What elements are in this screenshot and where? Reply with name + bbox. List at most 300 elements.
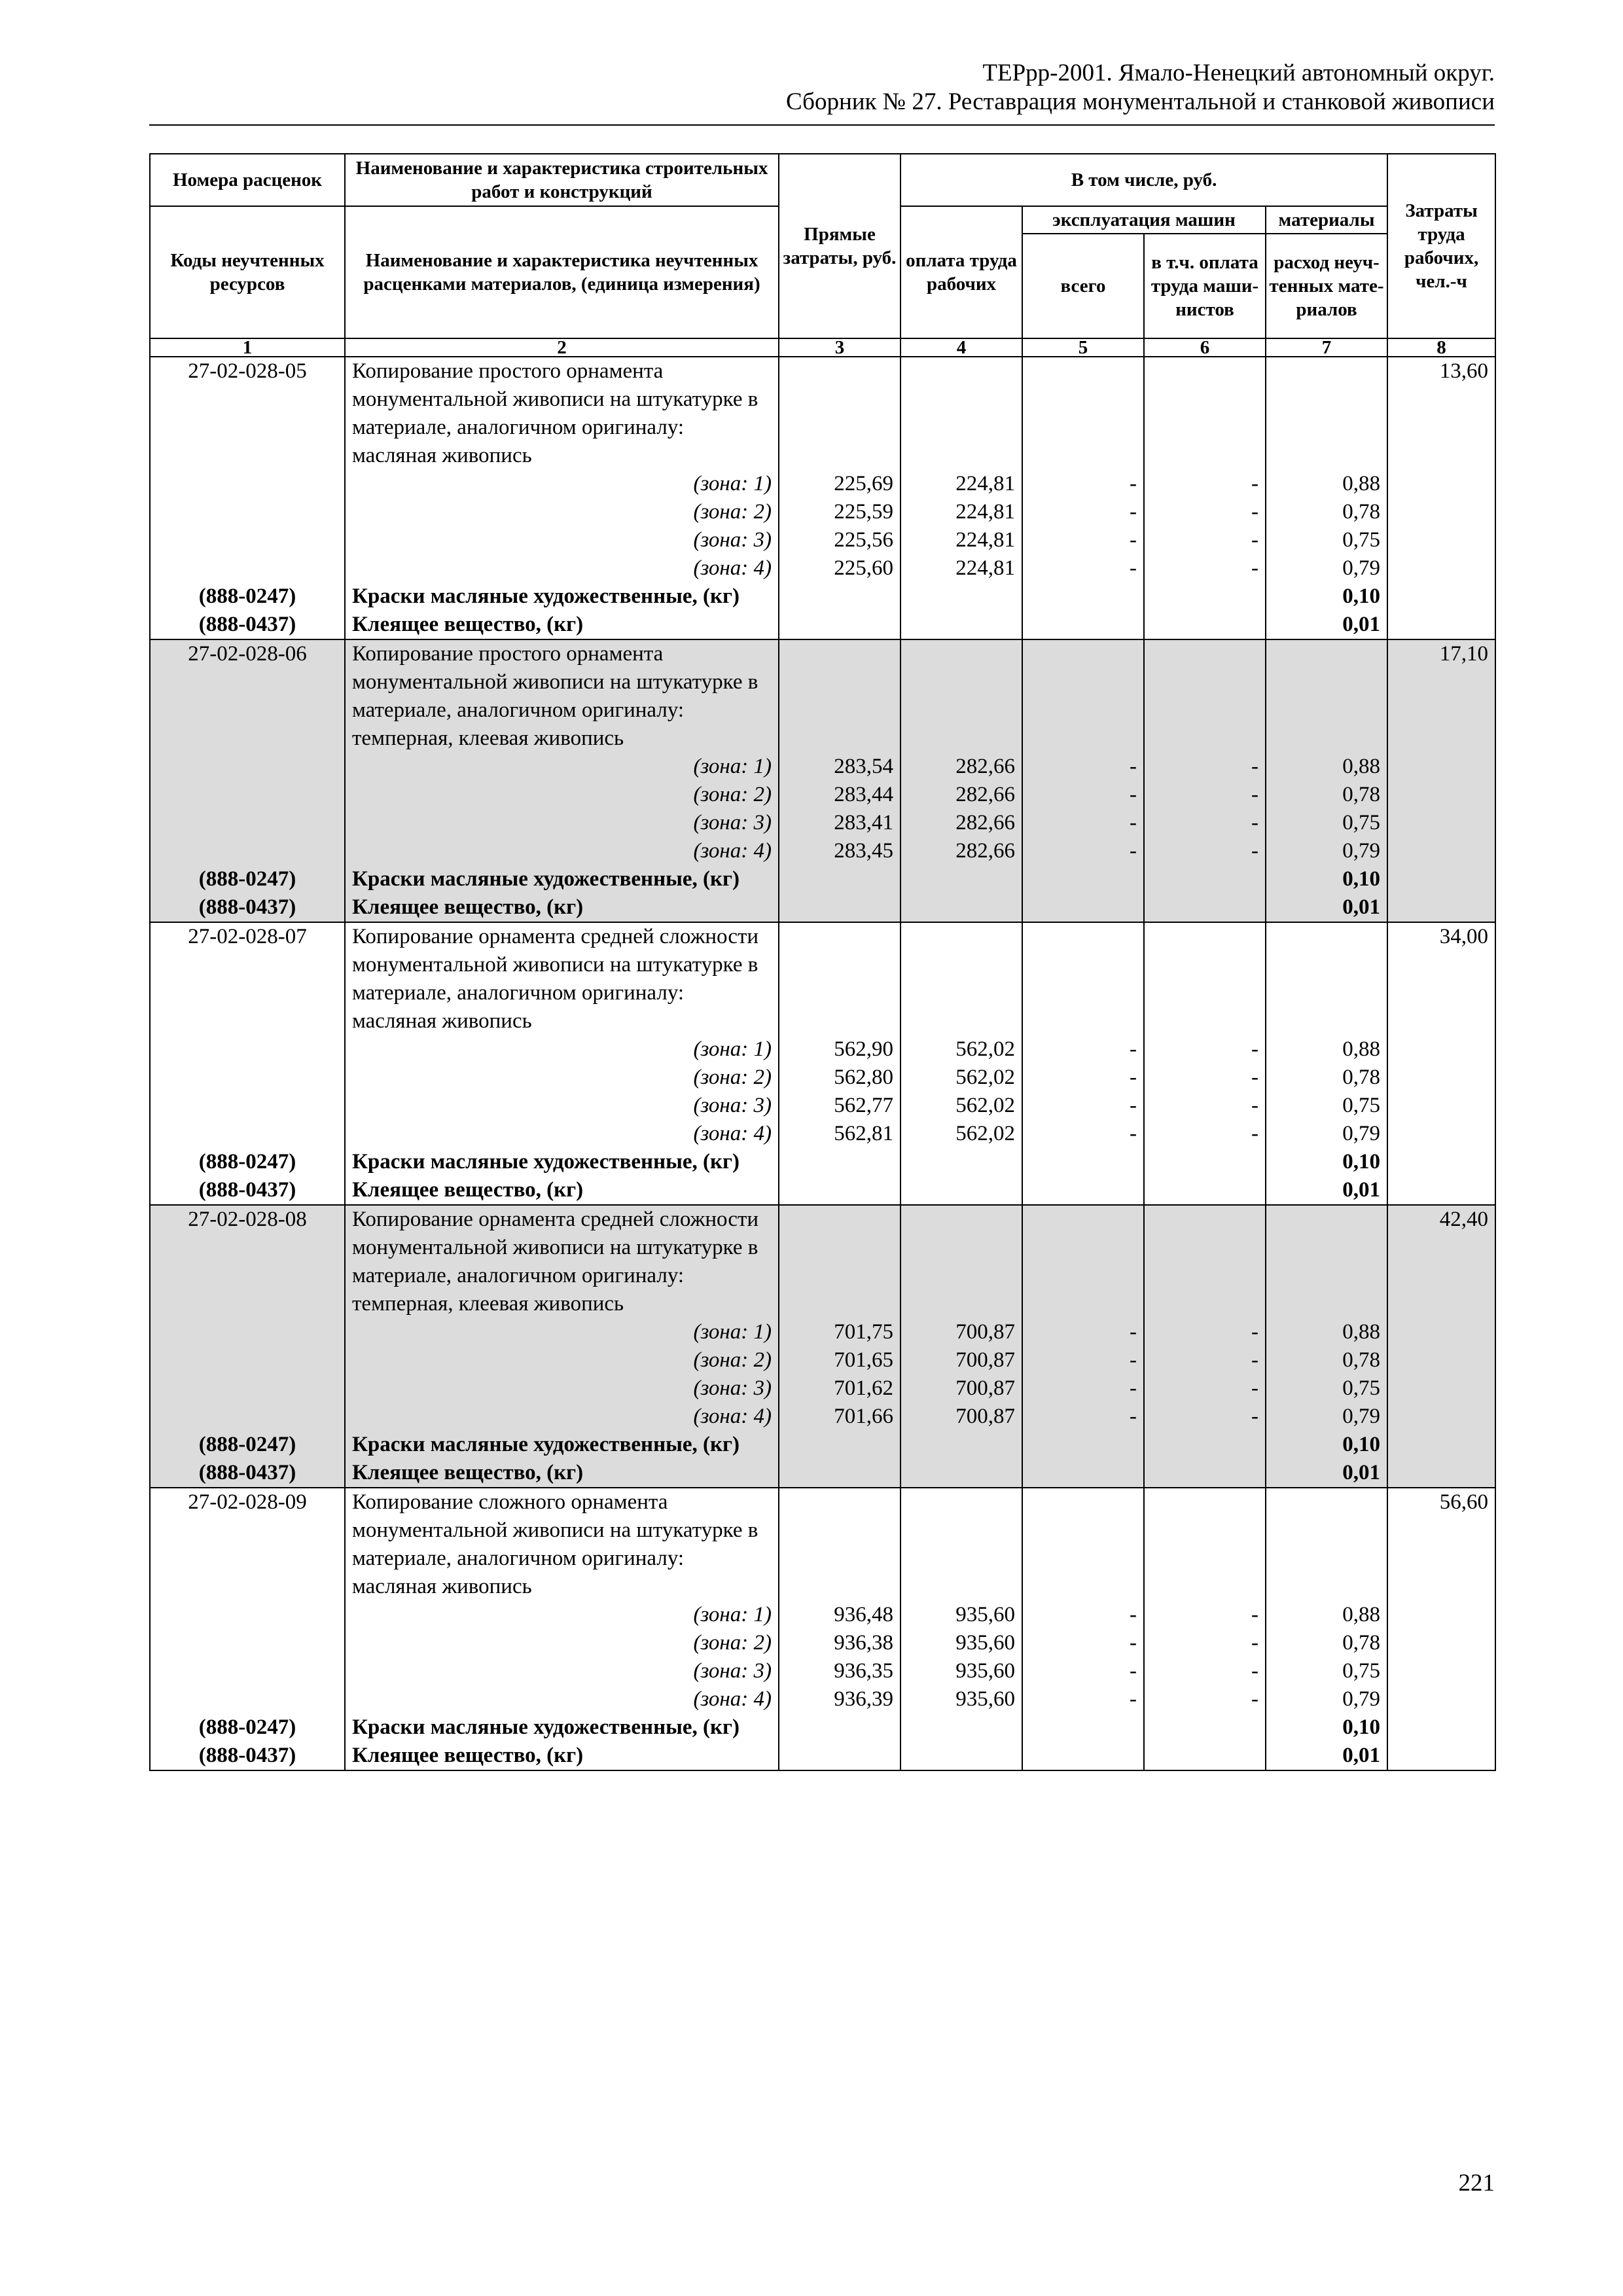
workers-pay: 282,66 [901, 753, 1022, 781]
machine-total: - [1022, 1403, 1144, 1431]
empty-cell [901, 922, 1022, 1035]
machinists-pay: - [1144, 1035, 1266, 1064]
zone-row [150, 1629, 1495, 1657]
empty-cell [779, 639, 901, 753]
machinists-pay: - [1144, 809, 1266, 837]
machine-total: - [1022, 1092, 1144, 1120]
empty-cell [779, 1148, 901, 1176]
rate-row [150, 639, 1495, 753]
empty-cell [1387, 1403, 1495, 1431]
machine-total: - [1022, 1318, 1144, 1346]
workers-pay: 700,87 [901, 1346, 1022, 1374]
empty-cell [150, 1374, 345, 1403]
resource-row [150, 865, 1495, 893]
empty-cell [150, 837, 345, 865]
empty-cell [1387, 809, 1495, 837]
zone-label: (зона: 1) [345, 1601, 779, 1629]
resource-name: Краски масляные художественные, (кг) [345, 1431, 779, 1459]
table-header [150, 154, 1495, 357]
zone-row [150, 1346, 1495, 1374]
resource-code: (888-0437) [150, 1176, 345, 1205]
resource-code: (888-0247) [150, 1431, 345, 1459]
empty-cell [779, 357, 901, 470]
empty-cell [150, 753, 345, 781]
rate-row [150, 1488, 1495, 1601]
resource-name: Клеящее вещество, (кг) [345, 1459, 779, 1488]
rate-code: 27-02-028-05 [150, 357, 345, 470]
machinists-pay: - [1144, 837, 1266, 865]
machine-total: - [1022, 1374, 1144, 1403]
direct-costs: 562,80 [779, 1064, 901, 1092]
running-header [149, 59, 1495, 117]
direct-costs: 225,60 [779, 554, 901, 583]
empty-cell [1022, 1488, 1144, 1601]
resource-name: Клеящее вещество, (кг) [345, 611, 779, 639]
direct-costs: 562,90 [779, 1035, 901, 1064]
zone-label: (зона: 3) [345, 809, 779, 837]
direct-costs: 936,38 [779, 1629, 901, 1657]
empty-cell [1144, 865, 1266, 893]
empty-cell [150, 470, 345, 498]
direct-costs: 701,66 [779, 1403, 901, 1431]
rate-description: Копирование простого орнамента монументальной живописи на штукатурке в материале, аналогичном оригиналу: темперная, клеевая живопись [345, 639, 779, 753]
machine-total: - [1022, 809, 1144, 837]
empty-cell [1387, 583, 1495, 611]
workers-pay: 562,02 [901, 1092, 1022, 1120]
empty-cell [901, 1431, 1022, 1459]
machinists-pay: - [1144, 1346, 1266, 1374]
zone-label: (зона: 3) [345, 1657, 779, 1685]
rate-description: Копирование сложного орнамента монументальной живописи на штукатурке в материале, аналогичном оригиналу: масляная живопись [345, 1488, 779, 1601]
zone-label: (зона: 4) [345, 1120, 779, 1148]
zone-row [150, 470, 1495, 498]
machine-total: - [1022, 1064, 1144, 1092]
machine-total: - [1022, 1685, 1144, 1713]
empty-cell [1387, 554, 1495, 583]
machinists-pay: - [1144, 526, 1266, 554]
workers-pay: 282,66 [901, 837, 1022, 865]
empty-cell [1022, 1459, 1144, 1488]
rate-code: 27-02-028-08 [150, 1205, 345, 1318]
resource-code: (888-0437) [150, 1459, 345, 1488]
empty-cell [1022, 1148, 1144, 1176]
materials-cost: 0,78 [1266, 1064, 1387, 1092]
zone-label: (зона: 3) [345, 526, 779, 554]
direct-costs: 936,35 [779, 1657, 901, 1685]
empty-cell [1144, 1148, 1266, 1176]
rate-row [150, 922, 1495, 1035]
workers-pay: 224,81 [901, 554, 1022, 583]
workers-pay: 282,66 [901, 781, 1022, 809]
empty-cell [150, 526, 345, 554]
resource-consumption: 0,01 [1266, 1176, 1387, 1205]
empty-cell [1144, 1459, 1266, 1488]
zone-label: (зона: 1) [345, 753, 779, 781]
zone-row [150, 498, 1495, 526]
resource-row [150, 1431, 1495, 1459]
empty-cell [779, 1431, 901, 1459]
direct-costs: 562,77 [779, 1092, 901, 1120]
resource-code: (888-0247) [150, 1713, 345, 1742]
empty-cell [1022, 1176, 1144, 1205]
machinists-pay: - [1144, 554, 1266, 583]
resource-name: Клеящее вещество, (кг) [345, 1176, 779, 1205]
rate-row [150, 357, 1495, 470]
empty-cell [1387, 1176, 1495, 1205]
direct-costs: 562,81 [779, 1120, 901, 1148]
zone-label: (зона: 2) [345, 1629, 779, 1657]
machine-total: - [1022, 1657, 1144, 1685]
materials-cost: 0,75 [1266, 809, 1387, 837]
column-number: 4 [901, 338, 1022, 357]
header-materials: материалы [1266, 206, 1387, 234]
empty-cell [901, 1459, 1022, 1488]
header-machinists-pay: в т.ч. оплата труда маши-нистов [1144, 234, 1266, 338]
empty-cell [1387, 781, 1495, 809]
empty-cell [1387, 1092, 1495, 1120]
empty-cell [779, 1205, 901, 1318]
empty-cell [1022, 1205, 1144, 1318]
workers-pay: 935,60 [901, 1657, 1022, 1685]
workers-pay: 224,81 [901, 526, 1022, 554]
workers-pay: 935,60 [901, 1601, 1022, 1629]
resource-consumption: 0,10 [1266, 865, 1387, 893]
machinists-pay: - [1144, 1629, 1266, 1657]
rates-table [149, 153, 1496, 1771]
empty-cell [901, 357, 1022, 470]
empty-cell [1387, 1374, 1495, 1403]
materials-cost: 0,79 [1266, 1403, 1387, 1431]
resource-consumption: 0,01 [1266, 611, 1387, 639]
empty-cell [150, 1685, 345, 1713]
empty-cell [150, 781, 345, 809]
empty-cell [150, 1629, 345, 1657]
empty-cell [901, 583, 1022, 611]
zone-label: (зона: 1) [345, 470, 779, 498]
direct-costs: 283,54 [779, 753, 901, 781]
materials-cost: 0,75 [1266, 1092, 1387, 1120]
empty-cell [1387, 753, 1495, 781]
empty-cell [1387, 1064, 1495, 1092]
resource-name: Краски масляные художественные, (кг) [345, 583, 779, 611]
zone-row [150, 809, 1495, 837]
machine-total: - [1022, 1346, 1144, 1374]
header-workers-pay: оплата труда рабочих [901, 206, 1022, 338]
zone-label: (зона: 2) [345, 781, 779, 809]
empty-cell [779, 583, 901, 611]
resource-code: (888-0247) [150, 1148, 345, 1176]
empty-cell [901, 639, 1022, 753]
empty-cell [901, 1205, 1022, 1318]
materials-cost: 0,88 [1266, 1318, 1387, 1346]
zone-row [150, 1035, 1495, 1064]
empty-cell [1022, 1742, 1144, 1770]
empty-cell [1387, 893, 1495, 922]
resource-row [150, 893, 1495, 922]
empty-cell [1266, 639, 1387, 753]
materials-cost: 0,75 [1266, 1374, 1387, 1403]
materials-cost: 0,78 [1266, 1346, 1387, 1374]
materials-cost: 0,88 [1266, 1601, 1387, 1629]
machinists-pay: - [1144, 1064, 1266, 1092]
zone-label: (зона: 1) [345, 1035, 779, 1064]
empty-cell [150, 1064, 345, 1092]
direct-costs: 225,59 [779, 498, 901, 526]
workers-pay: 935,60 [901, 1629, 1022, 1657]
labor-cost: 17,10 [1387, 639, 1495, 753]
empty-cell [779, 1176, 901, 1205]
empty-cell [1387, 865, 1495, 893]
machinists-pay: - [1144, 1120, 1266, 1148]
zone-row [150, 753, 1495, 781]
resource-row [150, 1742, 1495, 1770]
empty-cell [1387, 1346, 1495, 1374]
column-number: 5 [1022, 338, 1144, 357]
resource-code: (888-0437) [150, 611, 345, 639]
column-number: 3 [779, 338, 901, 357]
empty-cell [1022, 922, 1144, 1035]
empty-cell [1266, 357, 1387, 470]
machinists-pay: - [1144, 781, 1266, 809]
header-subtitle: Сборник № 27. Реставрация монументальной и станковой живописи [785, 88, 1495, 115]
empty-cell [779, 893, 901, 922]
empty-cell [1022, 1713, 1144, 1742]
direct-costs: 225,69 [779, 470, 901, 498]
column-number: 1 [150, 338, 345, 357]
resource-row [150, 1176, 1495, 1205]
header-works-name: Наименование и характеристика строительных работ и конструкций [345, 154, 779, 206]
machinists-pay: - [1144, 1318, 1266, 1346]
empty-cell [150, 1657, 345, 1685]
zone-label: (зона: 2) [345, 1064, 779, 1092]
resource-name: Краски масляные художественные, (кг) [345, 1713, 779, 1742]
empty-cell [779, 1459, 901, 1488]
empty-cell [1144, 1713, 1266, 1742]
machinists-pay: - [1144, 498, 1266, 526]
empty-cell [901, 865, 1022, 893]
direct-costs: 936,39 [779, 1685, 901, 1713]
resource-row [150, 583, 1495, 611]
empty-cell [1387, 1120, 1495, 1148]
workers-pay: 224,81 [901, 470, 1022, 498]
workers-pay: 935,60 [901, 1685, 1022, 1713]
direct-costs: 283,44 [779, 781, 901, 809]
zone-label: (зона: 4) [345, 1685, 779, 1713]
empty-cell [1144, 1176, 1266, 1205]
header-labor-costs: Затраты труда рабочих, чел.-ч [1387, 154, 1495, 338]
column-numbers-row [150, 338, 1495, 357]
empty-cell [901, 1148, 1022, 1176]
column-number: 7 [1266, 338, 1387, 357]
workers-pay: 700,87 [901, 1318, 1022, 1346]
machine-total: - [1022, 837, 1144, 865]
materials-cost: 0,79 [1266, 837, 1387, 865]
empty-cell [1387, 526, 1495, 554]
empty-cell [150, 554, 345, 583]
zone-row [150, 1092, 1495, 1120]
direct-costs: 225,56 [779, 526, 901, 554]
machinists-pay: - [1144, 1685, 1266, 1713]
header-machine-operation: эксплуатация машин [1022, 206, 1266, 234]
materials-cost: 0,79 [1266, 1120, 1387, 1148]
rate-description: Копирование орнамента средней сложности монументальной живописи на штукатурке в материале, аналогичном оригиналу: масляная живопись [345, 922, 779, 1035]
empty-cell [1387, 1657, 1495, 1685]
empty-cell [1022, 357, 1144, 470]
empty-cell [1144, 893, 1266, 922]
empty-cell [1266, 922, 1387, 1035]
zone-label: (зона: 2) [345, 1346, 779, 1374]
materials-cost: 0,75 [1266, 1657, 1387, 1685]
machinists-pay: - [1144, 1601, 1266, 1629]
empty-cell [779, 1742, 901, 1770]
machinists-pay: - [1144, 1657, 1266, 1685]
header-total: всего [1022, 234, 1144, 338]
resource-row [150, 1459, 1495, 1488]
zone-label: (зона: 3) [345, 1374, 779, 1403]
machine-total: - [1022, 1035, 1144, 1064]
empty-cell [150, 1120, 345, 1148]
resource-consumption: 0,01 [1266, 893, 1387, 922]
empty-cell [1387, 1713, 1495, 1742]
empty-cell [1266, 1205, 1387, 1318]
workers-pay: 700,87 [901, 1403, 1022, 1431]
resource-name: Клеящее вещество, (кг) [345, 1742, 779, 1770]
empty-cell [1387, 1148, 1495, 1176]
zone-row [150, 1403, 1495, 1431]
empty-cell [150, 1346, 345, 1374]
empty-cell [1144, 922, 1266, 1035]
empty-cell [150, 1035, 345, 1064]
zone-row [150, 1318, 1495, 1346]
resource-row [150, 611, 1495, 639]
header-unaccounted-materials: расход неуч-тенных мате-риалов [1266, 234, 1387, 338]
direct-costs: 283,45 [779, 837, 901, 865]
resource-code: (888-0247) [150, 583, 345, 611]
empty-cell [901, 893, 1022, 922]
machinists-pay: - [1144, 1374, 1266, 1403]
header-rule [149, 124, 1495, 126]
empty-cell [1387, 611, 1495, 639]
column-number: 6 [1144, 338, 1266, 357]
resource-consumption: 0,01 [1266, 1459, 1387, 1488]
empty-cell [1387, 1601, 1495, 1629]
resource-name: Клеящее вещество, (кг) [345, 893, 779, 922]
empty-cell [150, 1318, 345, 1346]
zone-label: (зона: 4) [345, 1403, 779, 1431]
page-number: 221 [1458, 2170, 1495, 2197]
resource-name: Краски масляные художественные, (кг) [345, 865, 779, 893]
empty-cell [1022, 1431, 1144, 1459]
empty-cell [1022, 583, 1144, 611]
machinists-pay: - [1144, 753, 1266, 781]
rate-row [150, 1205, 1495, 1318]
empty-cell [1144, 583, 1266, 611]
column-number: 2 [345, 338, 779, 357]
workers-pay: 700,87 [901, 1374, 1022, 1403]
machine-total: - [1022, 470, 1144, 498]
zone-row [150, 1120, 1495, 1148]
empty-cell [901, 611, 1022, 639]
zone-row [150, 781, 1495, 809]
machine-total: - [1022, 554, 1144, 583]
zone-label: (зона: 1) [345, 1318, 779, 1346]
empty-cell [1387, 1685, 1495, 1713]
rate-code: 27-02-028-09 [150, 1488, 345, 1601]
materials-cost: 0,79 [1266, 554, 1387, 583]
empty-cell [779, 1488, 901, 1601]
header-resource-codes: Коды неучтенных ресурсов [150, 206, 345, 338]
empty-cell [1387, 1629, 1495, 1657]
empty-cell [1387, 1431, 1495, 1459]
header-including: В том числе, руб. [901, 154, 1387, 206]
resource-code: (888-0437) [150, 1742, 345, 1770]
empty-cell [1387, 837, 1495, 865]
materials-cost: 0,78 [1266, 1629, 1387, 1657]
empty-cell [150, 1092, 345, 1120]
header-materials-name: Наименование и характеристика неучтенных расценками материалов, (единица измерения) [345, 206, 779, 338]
zone-row [150, 1374, 1495, 1403]
empty-cell [150, 1403, 345, 1431]
materials-cost: 0,78 [1266, 781, 1387, 809]
materials-cost: 0,88 [1266, 1035, 1387, 1064]
rate-description: Копирование простого орнамента монументальной живописи на штукатурке в материале, аналогичном оригиналу: масляная живопись [345, 357, 779, 470]
machine-total: - [1022, 753, 1144, 781]
zone-row [150, 526, 1495, 554]
empty-cell [1387, 470, 1495, 498]
empty-cell [150, 1601, 345, 1629]
resource-consumption: 0,10 [1266, 1713, 1387, 1742]
empty-cell [1144, 1488, 1266, 1601]
materials-cost: 0,88 [1266, 753, 1387, 781]
machine-total: - [1022, 1120, 1144, 1148]
empty-cell [1144, 639, 1266, 753]
header-direct-costs: Прямые затраты, руб. [779, 154, 901, 338]
empty-cell [1387, 1459, 1495, 1488]
resource-row [150, 1148, 1495, 1176]
labor-cost: 13,60 [1387, 357, 1495, 470]
empty-cell [1144, 357, 1266, 470]
labor-cost: 56,60 [1387, 1488, 1495, 1601]
header-title: ТЕРрр-2001. Ямало-Ненецкий автономный округ. [982, 60, 1495, 86]
rate-description: Копирование орнамента средней сложности монументальной живописи на штукатурке в материале, аналогичном оригиналу: темперная, клеевая живопись [345, 1205, 779, 1318]
empty-cell [150, 498, 345, 526]
zone-label: (зона: 3) [345, 1092, 779, 1120]
resource-consumption: 0,01 [1266, 1742, 1387, 1770]
workers-pay: 562,02 [901, 1064, 1022, 1092]
empty-cell [1022, 893, 1144, 922]
direct-costs: 701,75 [779, 1318, 901, 1346]
materials-cost: 0,88 [1266, 470, 1387, 498]
zone-row [150, 1064, 1495, 1092]
zone-row [150, 837, 1495, 865]
header-rate-numbers: Номера расценок [150, 154, 345, 206]
empty-cell [150, 809, 345, 837]
rate-code: 27-02-028-06 [150, 639, 345, 753]
machine-total: - [1022, 1601, 1144, 1629]
empty-cell [1144, 1742, 1266, 1770]
empty-cell [779, 922, 901, 1035]
empty-cell [1144, 1205, 1266, 1318]
table-body [150, 357, 1495, 1770]
zone-row [150, 554, 1495, 583]
zone-row [150, 1601, 1495, 1629]
materials-cost: 0,75 [1266, 526, 1387, 554]
zone-row [150, 1685, 1495, 1713]
empty-cell [779, 611, 901, 639]
empty-cell [1266, 1488, 1387, 1601]
machinists-pay: - [1144, 470, 1266, 498]
machine-total: - [1022, 498, 1144, 526]
